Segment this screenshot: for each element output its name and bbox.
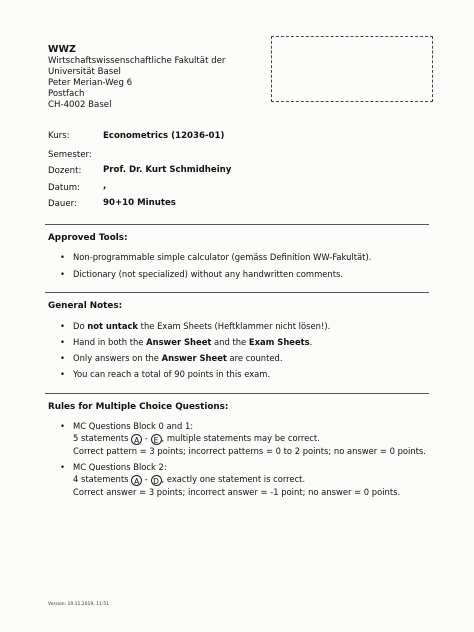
bullet: •: [60, 369, 65, 379]
option-circle: E: [151, 434, 162, 445]
dauer-value: 90+10 Minutes: [103, 198, 176, 208]
mc-block-statements: 5 statements A - E , multiple statements may be correct.: [73, 433, 320, 445]
note-item: Only answers on the Answer Sheet are counted.: [73, 353, 283, 363]
section-divider: [45, 224, 429, 225]
bullet: •: [60, 321, 65, 331]
address-line: CH-4002 Basel: [48, 100, 112, 110]
dozent-value: Prof. Dr. Kurt Schmidheiny: [103, 165, 232, 175]
option-circle: A: [131, 475, 142, 486]
version-stamp: Version: 19.11.2019, 11:51: [48, 602, 110, 607]
tools-title: Approved Tools:: [48, 233, 128, 243]
bullet: •: [60, 269, 65, 279]
bullet: •: [60, 462, 65, 472]
option-circle: D: [151, 475, 162, 486]
kurs-value: Econometrics (12036-01): [103, 131, 225, 141]
stamp-box: [271, 36, 433, 102]
bullet: •: [60, 353, 65, 363]
bullet: •: [60, 252, 65, 262]
note-item: Hand in both the Answer Sheet and the Exam Sheets.: [73, 337, 313, 347]
notes-title: General Notes:: [48, 301, 123, 311]
mc-block-statements: 4 statements A - D , exactly one statement is correct.: [73, 474, 306, 486]
tool-item: Non-programmable simple calculator (gemäss Definition WW-Fakultät).: [73, 252, 372, 262]
section-divider: [45, 393, 429, 394]
address-line: Wirtschaftswissenschaftliche Fakultät der: [48, 56, 226, 66]
address-line: Postfach: [48, 89, 85, 99]
mc-block-score: Correct answer = 3 points; incorrect answer = -1 point; no answer = 0 points.: [73, 487, 401, 497]
mc-block-head: MC Questions Block 0 and 1:: [73, 421, 194, 431]
dauer-label: Dauer:: [48, 199, 77, 209]
mc-block-head: MC Questions Block 2:: [73, 462, 167, 472]
section-divider: [45, 292, 429, 293]
mc-title: Rules for Multiple Choice Questions:: [48, 402, 229, 412]
option-circle: A: [131, 434, 142, 445]
kurs-label: Kurs:: [48, 131, 70, 141]
datum-value: ,: [103, 181, 107, 191]
bullet: •: [60, 421, 65, 431]
address-line: Peter Merian-Weg 6: [48, 78, 133, 88]
note-item: You can reach a total of 90 points in this exam.: [73, 369, 271, 379]
tool-item: Dictionary (not specialized) without any handwritten comments.: [73, 269, 343, 279]
address-line: Universität Basel: [48, 67, 121, 77]
mc-block-score: Correct pattern = 3 points; incorrect patterns = 0 to 2 points; no answer = 0 points.: [73, 446, 426, 456]
note-item: Do not untack the Exam Sheets (Heftklammer nicht lösen!).: [73, 321, 331, 331]
dozent-label: Dozent:: [48, 166, 82, 176]
semester-label: Semester:: [48, 150, 92, 160]
datum-label: Datum:: [48, 183, 80, 193]
bullet: •: [60, 337, 65, 347]
org-name: WWZ: [48, 44, 76, 55]
